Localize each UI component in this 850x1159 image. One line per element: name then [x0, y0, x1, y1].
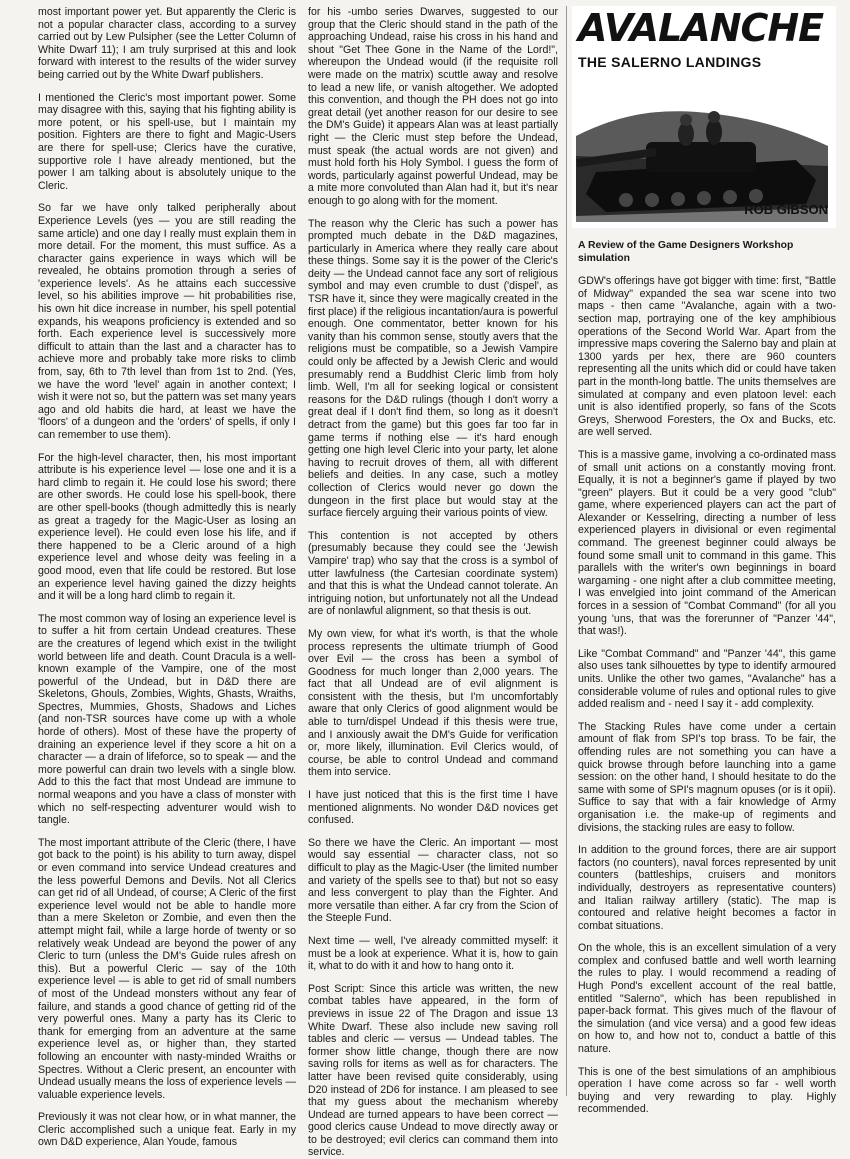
paragraph: GDW's offerings have got bigger with time: first, "Battle of Midway" expanded the sea war scene into two maps - then came "Avalanche, again with a two-section map, portraying one of the key amphibious operations of the Second World War. Apart from the impressive maps covering the Salerno bay and plain at 1300 yards per hex, there are 960 counters representing all the units which did or could have taken part in the month-long battle. The units themselves are simulated at company and even platoon level: each unit is also identified properly, so fans of the Scots Greys, Sherwood Foresters, the Ox and Bucks, etc. are well served. [578, 275, 836, 439]
paragraph: The Stacking Rules have come under a certain amount of flak from SPI's top brass. To be fair, the offending rules are not something you can have a quick browse through before launching into a game session: on the other hand, I should hesitate to do the same with some of SPI's magnum opuses (or is it opii). Suffice to say that with a fair knowledge of Army organisation i.e. the make-up of regiments and divisions, the stacking rules are easy to follow. [578, 720, 836, 834]
paragraph: I have just noticed that this is the first time I have mentioned alignments. No wonder D&D novices get confused. [308, 789, 558, 827]
review-banner [572, 6, 836, 228]
paragraph: I mentioned the Cleric's most important power. Some may disagree with this, saying that his fighting ability is more potent, or his spell-use, but I maintain my position. Fighters are there to fight and Magic-Users are there for spell-use; Clerics have the curative, supportive role I have already mentioned, but the power I am talking about is absolutely unique to the Cleric. [38, 91, 296, 192]
paragraph: This is one of the best simulations of an amphibious operation I have come across so far - well worth buying and very rewarding to play. Highly recommended. [578, 1065, 836, 1116]
tank-photo [576, 76, 828, 222]
paragraph: For the high-level character, then, his most important attribute is his experience level — lose one and it is a hard climb to regain it. He could lose his sword; there are other swords. He could lose his spell-book, there are other spell-books (though admittedly this is nearly as great a tragedy for the Magic-User as losing an experience level). He could even lose his life, and if there happened to be a Cleric around of a high experience level and whose deity was feeling in a good mood, even that life could be restored. But lose an experience level having gained the dizzy heights and it will be a long hard climb to regain it. [38, 451, 296, 603]
paragraph: On the whole, this is an excellent simulation of a very complex and confused battle and well worth learning the rules to play. I would recommend a reading of Hugh Pond's excellent account of the real battle, entitled "Salerno", which has been republished in paper-back format. This gives much of the flavour of the simulation (and vice versa) and a good few ideas on how to, and how not to, conduct a battle of this nature. [578, 942, 836, 1056]
paragraph: This is a massive game, involving a co-ordinated mass of small unit actions on a constantly moving front. Equally, it is not a beginner's game if played by two "green" players. But it could be a very good "club" game, where experienced players can act the part of Alexander or Kesselring, directing a number of less experienced players in divisional or even regimental command. The greenest beginner could always be found some small unit to command in this game. This parallels with the writer's own beginnings in board wargaming - one night after a club committee meeting, I was envelgied into joint command of the American forces in a session of "Combat Command" (for all you young 'uns, that was the forerunner of "Panzer '44", that was!). [578, 448, 836, 638]
paragraph: most important power yet. But apparently the Cleric is not a popular character class, according to a survey carried out by Lew Pulsipher (see the Letter Column of White Dwarf 11); I am truly surprised at this and look forward with interest to the results of the wider survey being carried out by the White Dwarf publishers. [38, 6, 296, 81]
review-heading: A Review of the Game Designers Workshop simulation [578, 240, 794, 264]
paragraph: Next time — well, I've already committed myself: it must be a look at experience. What it is, how to gain it, what to do with it and how to hang onto it. [308, 934, 558, 973]
paragraph: My own view, for what it's worth, is that the whole process represents the ultimate triumph of Good over Evil — the cross has been a symbol of Goodness for much longer than 2,000 years. The fact that all Undead are of evil alignment is consistent with the thesis, but I'm uncomfortably aware that only Clerics of good alignment would be able to turn/dispel Undead if this thesis were true, and I anxiously await the DM's Guide for verification or, more likely, illumination. Evil Clerics would, of course, be able to control Undead and command them into service. [308, 627, 558, 779]
review-author: ROB GIBSON [744, 202, 828, 217]
paragraph: The most important attribute of the Cleric (there, I have got back to the point) is his ability to turn away, dispel or even command into service Undead creatures and the less powerful Demons and Devils. Not all Clerics can get rid of all Undead, of course; A Cleric of the first experience level would not be able to handle more than a mere Skeleton or Zombie, and even then the attempt might fail, while a large horde of twenty or so relatively weak Undead are beyond the power of any Cleric to turn (unless the DM's Guide rules afresh on this). But a powerful Cleric — say of the 10th experience level — is able to get rid of small numbers of most of the Undead monsters without any fear of failure, and stands a good chance of getting rid of the very powerful ones. Many a party has its Cleric to thank for emerging from an adventure at the same experience level as, or higher than, they started following an encounter with nasty-minded Wraiths or Spectres. Without a Cleric present, an encounter with Undead usually means the loss of experience levels — valuable experience levels. [38, 836, 296, 1101]
review-subtitle: THE SALERNO LANDINGS [578, 54, 762, 70]
paragraph: In addition to the ground forces, there are air support factors (no counters), naval forces represented by unit counters (battleships, cruisers and monitors individually, destroyers as representative counters) and Italian railway artillery (static). The map is contoured and relative height becomes a factor in combat situations. [578, 844, 836, 932]
column-divider [566, 6, 567, 1096]
article-column-1 [38, 6, 296, 1149]
review-column [578, 240, 836, 1116]
paragraph: The most common way of losing an experience level is to suffer a hit from certain Undead creatures. These are the creatures of legend which exist in the twilight world between life and death. Count Dracula is a well-known example of the Vampire, one of the most powerful of the Undead, but in D&D there are Skeletons, Ghouls, Zombies, Wights, Ghasts, Wraiths, Spectres, Mummies, Ghosts, Shadows and Liches (and non-TSR sources have come up with a whole horde of others). Most of these have the property of draining an experience level if they score a hit on a character — a drain of lifeforce, so to speak — and the more powerful can drain two levels with a single blow. Add to this the fact that most Undead are immune to normal weapons and you have a class of monster with which no self-respecting adventurer would wish to tangle. [38, 612, 296, 827]
review-title: AVALANCHE [578, 6, 824, 50]
paragraph: This contention is not accepted by others (presumably because they could see the 'Jewish Vampire' trap) who say that the cross is a symbol of utter lawfulness (the Cartesian coordinate system) and that this is what the Undead cannot tolerate. An intriguing notion, but unfortunately not all the Undead are of nonlawful alignment, so that thesis is out. [308, 529, 558, 618]
paragraph: Previously it was not clear how, or in what manner, the Cleric accomplished such a unique feat. Early in my own D&D experience, Alan Youde, famous [38, 1111, 296, 1149]
paragraph: The reason why the Cleric has such a power has prompted much debate in the D&D magazines, particularly in America where they really care about these things. Some say it is the power of the Cleric's deity — the Undead cannot face any sort of religious symbol and may even crumble to dust ('dispel', as TSR have it, since they were magically created in the first place) if the religious incantation/aura is powerful enough. One commentator, better known for his vanity than his common sense, stoutly avers that the religions must be compatible, so a Jewish Vampire could only be affected by a Jewish Cleric and would presumably rend a Buddhist Cleric limb from holy limb. Well, I'm all for seeking logical or consistent reasons for the D&D rulings (though I don't worry a great deal if I don't find them, so long as it doesn't detract from the game) but this goes far too far in game terms if nothing else — it's hard enough getting one high level Cleric into your party, let alone having to recruit droves of them, all with different beliefs and deities. In any case, such a motley collection of Clerics would never go down the dungeon in the first place but would stay at the surface fiercely arguing their various points of view. [308, 217, 558, 520]
paragraph: Like "Combat Command" and "Panzer '44", this game also uses tank silhouettes by type to identify armoured units. Unlike the other two games, "Avalanche" has a considerable volume of rules and optional rules to give added realism and - need I say it - add complexity. [578, 647, 836, 711]
paragraph: So far we have only talked peripherally about Experience Levels (yes — you are still reading the same article) and one day I really must explain them in more detail. For the moment, this must suffice. As a character gains experience in ways which will be revealed, he obtains promotion through a series of 'experience levels'. As he attains each successive level, so his abilities improve — hit probabilities rise, his own hit dice increase in number, his spell potential expands, his weapons proficiency is extended and so forth. Each experience level is successively more difficult to attain than the last and a character has to achieve more and probably take more risks to climb from, say, 6th to 7th level than from 1st to 2nd. (Yes, we have the word 'level' again in another context; I wish it were not so, but the pattern was set many years ago and old habits die hard, at least we have the 'floors' of a dungeon and the 'orders' of spells, if only I can remember to use them). [38, 202, 296, 441]
article-column-2 [308, 6, 558, 1159]
paragraph: So there we have the Cleric. An important — most would say essential — character class, not so difficult to play as the Magic-User (the limited number and variety of the spells see to that) but not so easy and less convergent to play than the Fighter. And more versatile than either. A far cry from the Scion of the Steeple Fund. [308, 836, 558, 925]
paragraph: Post Script: Since this article was written, the new combat tables have appeared, in the form of previews in issue 22 of The Dragon and issue 13 White Dwarf. These also include new saving roll tables and cleric — versus — Undead tables. The former show little change, though there are now saving rolls for items as well as for characters. The latter have been revised quite considerably, using D20 instead of 2D6 for instance. I am pleased to see that my guess about the mechanism whereby Undead are turned appears to have been correct — good clerics cause Undead to move directly away or to be destroyed; evil clerics can command them into service. [308, 982, 558, 1159]
paragraph: for his -umbo series Dwarves, suggested to our group that the Cleric should stand in the path of the approaching Undead, raise his cross in his hand and shout "Get Thee Gone in the Name of the Lord!", whereupon the Undead would (if the requisite roll were made on the matrix) scuttle away and resolve to lead a new life, or vanish altogether. We adopted this convention, and though the PH does not go into great detail (yet another reason for our desire to see the DM's Guide) it appears Alan was at least partially right — the Cleric must step before the Undead, must speak (the actual words are not given) and must hold forth his Holy Symbol. I guess the form of words, particularly against powerful Undead, may be a mite more convoluted than Alan had it, but it's near enough to go along with for the moment. [308, 6, 558, 207]
